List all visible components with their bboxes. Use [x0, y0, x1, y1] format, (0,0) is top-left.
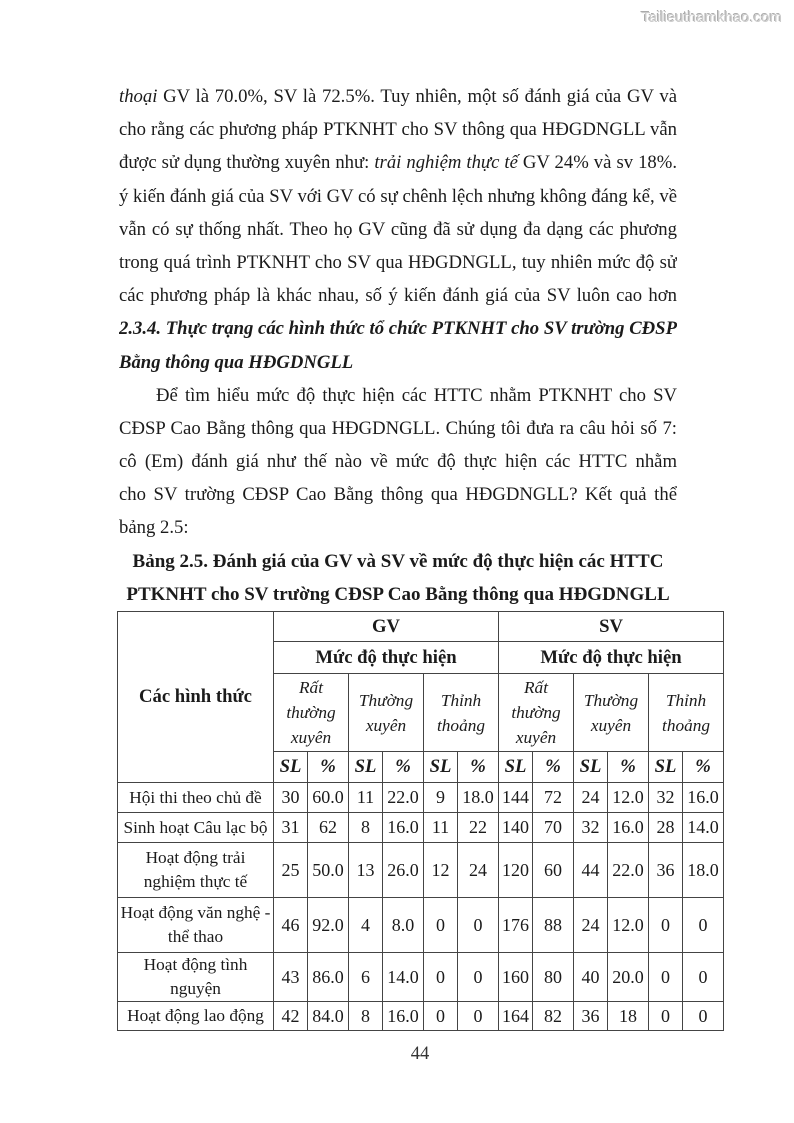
section-heading-line — [119, 346, 677, 379]
value-cell: 11 — [349, 783, 383, 813]
value-cell: 0 — [649, 1002, 683, 1031]
value-cell: 0 — [683, 898, 724, 953]
value-cell: 12 — [424, 843, 458, 898]
paragraph-1-line — [119, 246, 677, 279]
level2-header: Mức độ thực hiện — [499, 642, 724, 674]
value-cell: 8.0 — [383, 898, 424, 953]
sl-header: SL — [424, 752, 458, 783]
value-cell: 50.0 — [308, 843, 349, 898]
value-cell: 22 — [458, 813, 499, 843]
table-caption-line — [119, 578, 677, 611]
value-cell: 22.0 — [608, 843, 649, 898]
table-row — [118, 843, 724, 898]
paragraph-1-line — [119, 180, 677, 213]
value-cell: 144 — [499, 783, 533, 813]
table-row — [118, 953, 724, 1002]
level3-header: Thỉnh thoảng — [649, 674, 724, 752]
value-cell: 82 — [533, 1002, 574, 1031]
text-run: cô (Em) đánh giá như thế nào về mức độ thực hiện các HTTC nhằm — [119, 451, 677, 473]
value-cell: 32 — [574, 813, 608, 843]
value-cell: 0 — [458, 953, 499, 1002]
value-cell: 36 — [649, 843, 683, 898]
value-cell: 80 — [533, 953, 574, 1002]
value-cell: 4 — [349, 898, 383, 953]
sl-header: SL — [349, 752, 383, 783]
value-cell: 14.0 — [383, 953, 424, 1002]
level3-header: Rất thường xuyên — [274, 674, 349, 752]
text-run: Để tìm hiểu mức độ thực hiện các HTTC nhằm PTKNHT cho SV — [156, 384, 677, 406]
value-cell: 88 — [533, 898, 574, 953]
value-cell: 176 — [499, 898, 533, 953]
value-cell: 14.0 — [683, 813, 724, 843]
pct-header: % — [383, 752, 424, 783]
text-run: GV 24% và sv 18%. — [522, 152, 677, 174]
value-cell: 9 — [424, 783, 458, 813]
text-block — [119, 80, 719, 1065]
value-cell: 84.0 — [308, 1002, 349, 1031]
value-cell: 30 — [274, 783, 308, 813]
table-caption-line — [119, 545, 677, 578]
value-cell: 26.0 — [383, 843, 424, 898]
level2-header: Mức độ thực hiện — [274, 642, 499, 674]
value-cell: 164 — [499, 1002, 533, 1031]
level3-header: Thường xuyên — [574, 674, 649, 752]
value-cell: 24 — [458, 843, 499, 898]
value-cell: 36 — [574, 1002, 608, 1031]
value-cell: 31 — [274, 813, 308, 843]
value-cell: 16.0 — [683, 783, 724, 813]
text-run: vẫn có sự thống nhất. Theo họ GV cũng đã sử dụng đa dạng các phương — [119, 218, 677, 240]
value-cell: 13 — [349, 843, 383, 898]
value-cell: 16.0 — [383, 813, 424, 843]
value-cell: 40 — [574, 953, 608, 1002]
row-label: Sinh hoạt Câu lạc bộ — [118, 813, 274, 843]
value-cell: 160 — [499, 953, 533, 1002]
caption-text: Bảng 2.5. Đánh giá của GV và SV về mức độ thực hiện các HTTC — [132, 550, 664, 572]
value-cell: 0 — [683, 953, 724, 1002]
value-cell: 60.0 — [308, 783, 349, 813]
group-header-gv: GV — [274, 612, 499, 642]
value-cell: 18 — [608, 1002, 649, 1031]
level3-header: Thỉnh thoảng — [424, 674, 499, 752]
value-cell: 22.0 — [383, 783, 424, 813]
text-run: GV là 70.0%, SV là 72.5%. Tuy nhiên, một số đánh giá của GV và — [163, 86, 677, 107]
text-run: bảng 2.5: — [119, 517, 189, 539]
table-row — [118, 1002, 724, 1031]
value-cell: 0 — [424, 898, 458, 953]
value-cell: 70 — [533, 813, 574, 843]
text-run: cho SV trường CĐSP Cao Bằng thông qua HĐGDNGLL? Kết quả thể — [119, 484, 677, 506]
row-label: Hoạt động trải nghiệm thực tế — [118, 843, 274, 898]
level3-header: Rất thường xuyên — [499, 674, 574, 752]
paragraph-1-line — [119, 146, 677, 179]
value-cell: 72 — [533, 783, 574, 813]
heading-text: Bằng thông qua HĐGDNGLL — [119, 351, 354, 373]
value-cell: 0 — [458, 1002, 499, 1031]
paragraph-1-line — [119, 213, 677, 246]
italic-term: trải nghiệm thực tế — [374, 152, 518, 174]
pct-header: % — [683, 752, 724, 783]
pct-header: % — [608, 752, 649, 783]
value-cell: 24 — [574, 783, 608, 813]
caption-text: PTKNHT cho SV trường CĐSP Cao Bằng thông qua HĐGDNGLL — [126, 583, 670, 605]
value-cell: 24 — [574, 898, 608, 953]
value-cell: 12.0 — [608, 783, 649, 813]
paragraph-2-line — [119, 511, 677, 544]
value-cell: 18.0 — [683, 843, 724, 898]
value-cell: 120 — [499, 843, 533, 898]
value-cell: 86.0 — [308, 953, 349, 1002]
pct-header: % — [533, 752, 574, 783]
paragraph-2-line — [119, 379, 677, 412]
value-cell: 28 — [649, 813, 683, 843]
pct-header: % — [458, 752, 499, 783]
value-cell: 8 — [349, 813, 383, 843]
pct-header: % — [308, 752, 349, 783]
paragraph-1-line — [119, 113, 677, 146]
row-label: Hội thi theo chủ đề — [118, 783, 274, 813]
results-table — [117, 611, 724, 1031]
section-heading-line — [119, 312, 677, 345]
value-cell: 25 — [274, 843, 308, 898]
value-cell: 0 — [424, 953, 458, 1002]
row-label: Hoạt động văn nghệ - thể thao — [118, 898, 274, 953]
row-label: Hoạt động tình nguyện — [118, 953, 274, 1002]
value-cell: 6 — [349, 953, 383, 1002]
value-cell: 0 — [649, 953, 683, 1002]
page-number: 44 — [410, 1044, 430, 1064]
paragraph-1-line — [119, 80, 677, 113]
text-run: CĐSP Cao Bằng thông qua HĐGDNGLL. Chúng tôi đưa ra câu hỏi số 7: — [119, 417, 677, 439]
value-cell: 44 — [574, 843, 608, 898]
value-cell: 92.0 — [308, 898, 349, 953]
text-run: các phương pháp là khác nhau, số ý kiến đánh giá của SV luôn cao hơn — [119, 285, 677, 307]
value-cell: 46 — [274, 898, 308, 953]
sl-header: SL — [274, 752, 308, 783]
level3-header: Thường xuyên — [349, 674, 424, 752]
text-run: trong quá trình PTKNHT cho SV qua HĐGDNGLL, tuy nhiên mức độ sử — [119, 251, 677, 273]
heading-text: 2.3.4. Thực trạng các hình thức tổ chức PTKNHT cho SV trường CĐSP — [119, 318, 677, 340]
value-cell: 32 — [649, 783, 683, 813]
paragraph-1-line — [119, 279, 677, 312]
value-cell: 0 — [424, 1002, 458, 1031]
paragraph-2-line — [119, 412, 677, 445]
value-cell: 140 — [499, 813, 533, 843]
value-cell: 18.0 — [458, 783, 499, 813]
value-cell: 20.0 — [608, 953, 649, 1002]
value-cell: 60 — [533, 843, 574, 898]
text-run: ý kiến đánh giá của SV với GV có sự chênh lệch nhưng không đáng kể, về — [119, 185, 677, 207]
value-cell: 16.0 — [608, 813, 649, 843]
table-header-row — [118, 612, 724, 642]
value-cell: 12.0 — [608, 898, 649, 953]
paragraph-2-line — [119, 445, 677, 478]
value-cell: 43 — [274, 953, 308, 1002]
group-header-sv: SV — [499, 612, 724, 642]
text-run: cho rằng các phương pháp PTKNHT cho SV thông qua HĐGDNGLL vẫn — [119, 119, 677, 141]
corner-header: Các hình thức — [118, 612, 274, 783]
italic-term: thoại — [119, 86, 158, 107]
sl-header: SL — [574, 752, 608, 783]
value-cell: 16.0 — [383, 1002, 424, 1031]
value-cell: 8 — [349, 1002, 383, 1031]
table-row — [118, 783, 724, 813]
value-cell: 0 — [683, 1002, 724, 1031]
value-cell: 62 — [308, 813, 349, 843]
value-cell: 11 — [424, 813, 458, 843]
value-cell: 0 — [649, 898, 683, 953]
sl-header: SL — [499, 752, 533, 783]
sl-header: SL — [649, 752, 683, 783]
table-row — [118, 813, 724, 843]
text-run: được sử dụng thường xuyên như: — [119, 152, 375, 174]
value-cell: 0 — [458, 898, 499, 953]
table-row — [118, 898, 724, 953]
paragraph-2-line — [119, 478, 677, 511]
value-cell: 42 — [274, 1002, 308, 1031]
watermark: Tailieuthamkhao.com — [641, 9, 782, 26]
row-label: Hoạt động lao động — [118, 1002, 274, 1031]
